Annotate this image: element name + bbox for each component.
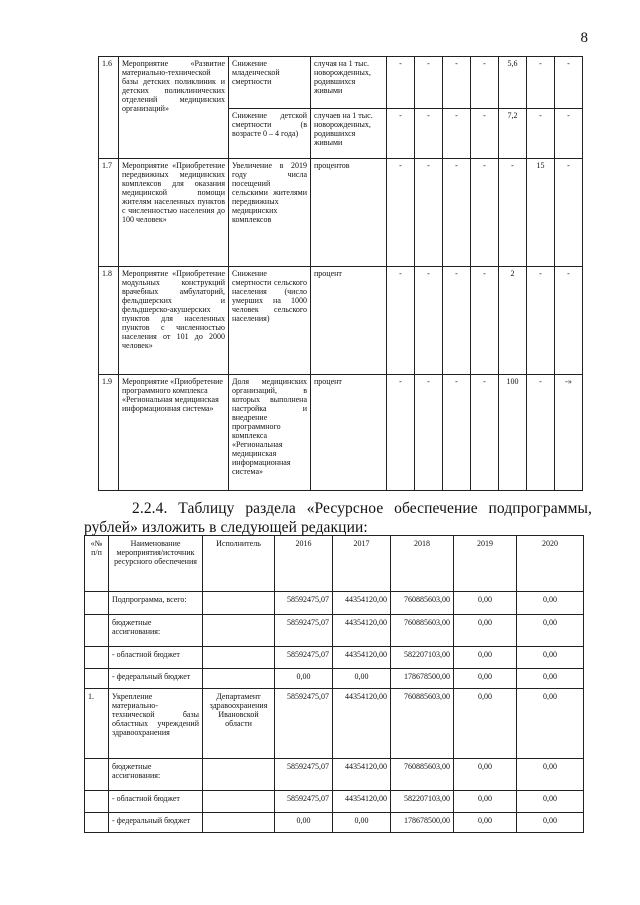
amount-cell: 58592475,07: [275, 689, 333, 759]
column-header: 2018: [391, 536, 454, 592]
amount-cell: 58592475,07: [275, 759, 333, 791]
amount-cell: 44354120,00: [333, 592, 391, 615]
amount-cell: 44354120,00: [333, 689, 391, 759]
row-number: [85, 813, 109, 833]
value-cell: -»: [555, 375, 583, 491]
source-name: бюджетные ассигнования:: [109, 759, 203, 791]
amount-cell: 0,00: [517, 813, 584, 833]
row-number: 1.9: [99, 375, 119, 491]
paragraph-line: 2.2.4. Таблицу раздела «Ресурсное обеспечение подпрограммы,: [132, 500, 592, 517]
amount-cell: 58592475,07: [275, 615, 333, 647]
column-header: 2016: [275, 536, 333, 592]
value-cell: -: [471, 57, 499, 109]
column-header: 2017: [333, 536, 391, 592]
amount-cell: 582207103,00: [391, 791, 454, 813]
value-cell: 2: [499, 267, 527, 375]
row-number: [85, 669, 109, 689]
value-cell: -: [555, 109, 583, 159]
table-row: [85, 813, 584, 833]
column-header: Наименование мероприятия/источник ресурсного обеспечения: [109, 536, 203, 592]
measure-name: Мероприятие «Приобретение передвижных медицинских комплексов для оказания медицинской помощи жителям населенных пунктов с численностью населения до 100 человек»: [119, 159, 229, 267]
row-number: [85, 791, 109, 813]
amount-cell: 0,00: [517, 647, 584, 669]
value-cell: -: [527, 57, 555, 109]
amount-cell: 760885603,00: [391, 615, 454, 647]
table-header-row: [85, 536, 584, 592]
amount-cell: 178678500,00: [391, 813, 454, 833]
indicator-name: Снижение детской смертности (в возрасте 0 – 4 года): [229, 109, 311, 159]
table-row: [85, 592, 584, 615]
amount-cell: 44354120,00: [333, 791, 391, 813]
unit: процентов: [311, 159, 387, 267]
value-cell: -: [443, 267, 471, 375]
table-row: [99, 57, 583, 109]
amount-cell: 58592475,07: [275, 647, 333, 669]
table-row: [85, 669, 584, 689]
value-cell: 5,6: [499, 57, 527, 109]
amount-cell: 0,00: [454, 669, 517, 689]
source-name: Подпрограмма, всего:: [109, 592, 203, 615]
executor: [203, 813, 275, 833]
amount-cell: 0,00: [454, 689, 517, 759]
column-header: Исполнитель: [203, 536, 275, 592]
measure-name: Мероприятие «Приобретение модульных конструкций врачебных амбулаторий, фельдшерских и фельдшерско-акушерских пунктов для населенных пунктов с численностью населения от 101 до 2000 человек»: [119, 267, 229, 375]
value-cell: -: [387, 57, 415, 109]
source-name: - федеральный бюджет: [109, 669, 203, 689]
row-number: 1.6: [99, 57, 119, 159]
measure-name: Мероприятие «Приобретение программного комплекса «Региональная медицинская информационная система»: [119, 375, 229, 491]
executor: [203, 592, 275, 615]
amount-cell: 0,00: [454, 813, 517, 833]
table-row: [85, 689, 584, 759]
indicator-name: Доля медицинских организаций, в которых выполнена настройка и внедрение программного комплекса «Региональная медицинская информационная система»: [229, 375, 311, 491]
amount-cell: 44354120,00: [333, 615, 391, 647]
source-name: бюджетные ассигнования:: [109, 615, 203, 647]
value-cell: -: [471, 375, 499, 491]
table-row: [99, 267, 583, 375]
indicator-name: Увеличение в 2019 году числа посещений сельскими жителями передвижных медицинских комплексов: [229, 159, 311, 267]
amount-cell: 0,00: [275, 813, 333, 833]
table-row: [99, 375, 583, 491]
executor: Департамент здравоохранения Ивановской области: [203, 689, 275, 759]
value-cell: -: [415, 57, 443, 109]
paragraph-line: рублей» изложить в следующей редакции:: [84, 519, 368, 536]
value-cell: -: [555, 159, 583, 267]
value-cell: -: [527, 375, 555, 491]
value-cell: -: [415, 267, 443, 375]
amount-cell: 178678500,00: [391, 669, 454, 689]
amount-cell: 760885603,00: [391, 759, 454, 791]
row-number: [85, 615, 109, 647]
source-name: - областной бюджет: [109, 791, 203, 813]
indicator-name: Снижение младенческой смертности: [229, 57, 311, 109]
amount-cell: 44354120,00: [333, 759, 391, 791]
value-cell: -: [555, 267, 583, 375]
page-number: 8: [580, 30, 588, 46]
column-header: 2019: [454, 536, 517, 592]
amount-cell: 760885603,00: [391, 689, 454, 759]
amendment-paragraph: [84, 499, 592, 537]
measure-name: Мероприятие «Развитие материально-технической базы детских поликлиник и детских поликлинических отделений медицинских организаций»: [119, 57, 229, 159]
amount-cell: 0,00: [517, 592, 584, 615]
amount-cell: 0,00: [454, 759, 517, 791]
value-cell: -: [387, 159, 415, 267]
value-cell: 15: [527, 159, 555, 267]
row-number: [85, 759, 109, 791]
row-number: 1.7: [99, 159, 119, 267]
indicators-table: [98, 56, 583, 491]
row-number: [85, 647, 109, 669]
amount-cell: 0,00: [454, 615, 517, 647]
row-number: 1.8: [99, 267, 119, 375]
value-cell: -: [415, 375, 443, 491]
table-row: [85, 759, 584, 791]
amount-cell: 58592475,07: [275, 791, 333, 813]
table-row: [85, 615, 584, 647]
value-cell: -: [471, 159, 499, 267]
value-cell: -: [443, 159, 471, 267]
value-cell: -: [527, 109, 555, 159]
value-cell: -: [415, 109, 443, 159]
executor: [203, 759, 275, 791]
amount-cell: 582207103,00: [391, 647, 454, 669]
unit: процент: [311, 267, 387, 375]
executor: [203, 791, 275, 813]
value-cell: -: [387, 375, 415, 491]
amount-cell: 0,00: [517, 759, 584, 791]
amount-cell: 0,00: [517, 689, 584, 759]
value-cell: -: [415, 159, 443, 267]
unit: процент: [311, 375, 387, 491]
value-cell: -: [499, 159, 527, 267]
amount-cell: 0,00: [517, 791, 584, 813]
value-cell: -: [387, 267, 415, 375]
value-cell: -: [443, 109, 471, 159]
amount-cell: 0,00: [275, 669, 333, 689]
value-cell: -: [387, 109, 415, 159]
amount-cell: 0,00: [454, 647, 517, 669]
table-row: [99, 159, 583, 267]
table-row: [85, 791, 584, 813]
value-cell: -: [555, 57, 583, 109]
value-cell: 100: [499, 375, 527, 491]
unit: случаев на 1 тыс. новорожденных, родившихся живыми: [311, 109, 387, 159]
indicator-name: Снижение смертности сельского населения (число умерших на 1000 человек сельского населения): [229, 267, 311, 375]
amount-cell: 760885603,00: [391, 592, 454, 615]
source-name: - областной бюджет: [109, 647, 203, 669]
executor: [203, 615, 275, 647]
amount-cell: 0,00: [454, 791, 517, 813]
value-cell: -: [471, 267, 499, 375]
value-cell: -: [527, 267, 555, 375]
amount-cell: 58592475,07: [275, 592, 333, 615]
column-header: «№ п/п: [85, 536, 109, 592]
value-cell: -: [471, 109, 499, 159]
value-cell: -: [443, 375, 471, 491]
value-cell: 7,2: [499, 109, 527, 159]
value-cell: -: [443, 57, 471, 109]
executor: [203, 669, 275, 689]
table-row: [85, 647, 584, 669]
column-header: 2020: [517, 536, 584, 592]
source-name: - федеральный бюджет: [109, 813, 203, 833]
amount-cell: 0,00: [333, 813, 391, 833]
source-name: Укрепление материально-технической базы областных учреждений здравоохранения: [109, 689, 203, 759]
amount-cell: 0,00: [454, 592, 517, 615]
unit: случая на 1 тыс. новорожденных, родившихся живыми: [311, 57, 387, 109]
row-number: [85, 592, 109, 615]
amount-cell: 0,00: [517, 669, 584, 689]
amount-cell: 0,00: [517, 615, 584, 647]
amount-cell: 0,00: [333, 669, 391, 689]
resource-table: [84, 535, 584, 833]
amount-cell: 44354120,00: [333, 647, 391, 669]
executor: [203, 647, 275, 669]
row-number: 1.: [85, 689, 109, 759]
